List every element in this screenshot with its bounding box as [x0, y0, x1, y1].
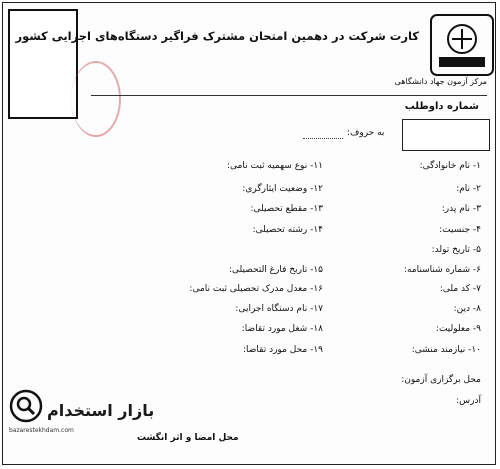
exam-address-label: آدرس:: [456, 396, 481, 406]
watermark-caption: bazarestekhdam.com: [9, 427, 74, 434]
field-right-6: ۶- شماره شناسنامه:: [403, 265, 481, 275]
field-right-3: ۳- نام پدر:: [441, 204, 481, 214]
applicant-number-box: [402, 119, 490, 151]
header-divider: [91, 95, 487, 96]
logo-org-caption: مرکز آزمون جهاد دانشگاهی: [394, 77, 487, 86]
field-right-2: ۲- نام:: [456, 184, 481, 194]
field-left-17: ۱۷- نام دستگاه اجرایی:: [235, 304, 323, 314]
jahad-logo-icon: [429, 13, 495, 77]
watermark-search-icon: [9, 389, 43, 423]
field-left-15: ۱۵- تاریخ فارغ التحصیلی:: [229, 265, 323, 275]
field-right-10: ۱۰- نیازمند منشی:: [411, 345, 481, 355]
field-left-12: ۱۲- وضعیت ایثارگری:: [242, 184, 323, 194]
applicant-words-line: [303, 138, 343, 139]
field-right-4: ۴- جنسیت:: [439, 225, 481, 235]
field-right-5: ۵- تاریخ تولد:: [431, 245, 481, 255]
signature-label: محل امضا و اثر انگشت: [137, 433, 239, 443]
field-left-18: ۱۸- شغل مورد تقاضا:: [241, 324, 323, 334]
field-right-9: ۹- معلولیت:: [435, 324, 481, 334]
exam-card: [2, 2, 496, 465]
field-left-14: ۱۴- رشته تحصیلی:: [252, 225, 323, 235]
card-title: کارت شرکت در دهمین امتحان مشترک فراگیر دستگاه‌های اجرایی کشور: [15, 29, 419, 43]
field-right-1: ۱- نام خانوادگی:: [419, 161, 481, 171]
field-left-16: ۱۶- معدل مدرک تحصیلی ثبت نامی:: [189, 284, 323, 294]
field-left-11: ۱۱- نوع سهمیه ثبت نامی:: [227, 161, 323, 171]
stamp-mark: [71, 61, 121, 137]
watermark-name: بازار استخدام: [47, 401, 155, 420]
field-left-19: ۱۹- محل مورد تقاضا:: [243, 345, 323, 355]
applicant-words-label: به حروف:: [347, 128, 385, 138]
field-right-7: ۷- کد ملی:: [439, 284, 481, 294]
exam-venue-label: محل برگزاری آزمون:: [401, 375, 481, 385]
applicant-number-label: شماره داوطلب: [404, 101, 479, 112]
field-right-8: ۸- دین:: [453, 304, 481, 314]
field-left-13: ۱۳- مقطع تحصیلی:: [250, 204, 323, 214]
photo-placeholder: [8, 9, 78, 119]
